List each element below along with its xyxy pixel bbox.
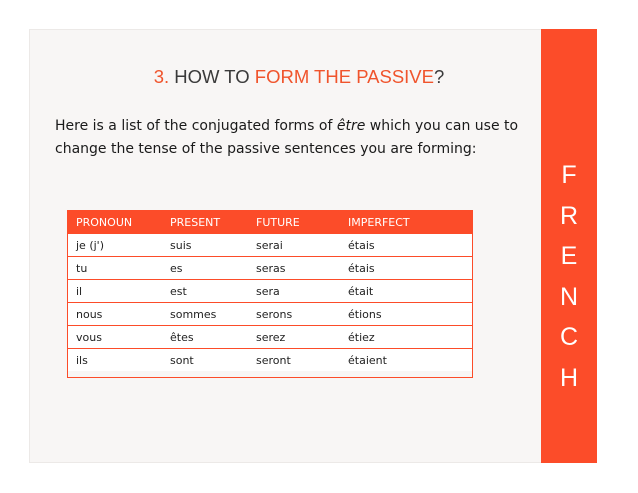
cell-present: suis [162,234,248,257]
table-row [68,234,472,257]
table-row [68,257,472,280]
intro-verb: être [336,118,366,134]
cell-pronoun: nous [68,303,162,326]
slide-title [64,66,534,88]
table-header-row [68,211,472,234]
header-future: FUTURE [248,211,340,234]
conjugation-table [68,211,472,371]
cell-pronoun: ils [68,349,162,372]
cell-pronoun: je (j') [68,234,162,257]
cell-imperfect: étais [340,234,472,257]
intro-text-start: Here is a list of the conjugated forms of [55,118,337,134]
table-row [68,303,472,326]
cell-pronoun: tu [68,257,162,280]
header-present: PRESENT [162,211,248,234]
cell-imperfect: étiez [340,326,472,349]
cell-present: sont [162,349,248,372]
table-row [68,349,472,372]
cell-future: seras [248,257,340,280]
intro-text-end: which you can use to change the tense of the passive sentences you are forming: [55,118,519,157]
cell-future: seront [248,349,340,372]
table-row [68,280,472,303]
cell-present: est [162,280,248,303]
cell-pronoun: il [68,280,162,303]
cell-future: sera [248,280,340,303]
cell-present: êtes [162,326,248,349]
header-pronoun: PRONOUN [68,211,162,234]
cell-imperfect: étaient [340,349,472,372]
cell-pronoun: vous [68,326,162,349]
sidebar-letter: F [561,161,577,189]
table-row [68,326,472,349]
sidebar-letter: C [559,323,579,351]
sidebar-letter: N [559,283,579,311]
french-sidebar [541,29,597,463]
cell-future: serai [248,234,340,257]
cell-present: sommes [162,303,248,326]
title-text: HOW TO [174,66,250,87]
cell-imperfect: étais [340,257,472,280]
intro-paragraph [55,115,530,160]
cell-future: serons [248,303,340,326]
cell-imperfect: était [340,280,472,303]
title-number: 3. [153,66,170,87]
header-imperfect: IMPERFECT [340,211,472,234]
sidebar-letter: R [559,202,579,230]
title-question-mark: ? [434,66,445,87]
cell-future: serez [248,326,340,349]
cell-imperfect: étions [340,303,472,326]
sidebar-letter: E [560,242,578,270]
sidebar-letter: H [559,364,579,392]
title-accent-text: FORM THE PASSIVE [254,66,434,87]
cell-present: es [162,257,248,280]
